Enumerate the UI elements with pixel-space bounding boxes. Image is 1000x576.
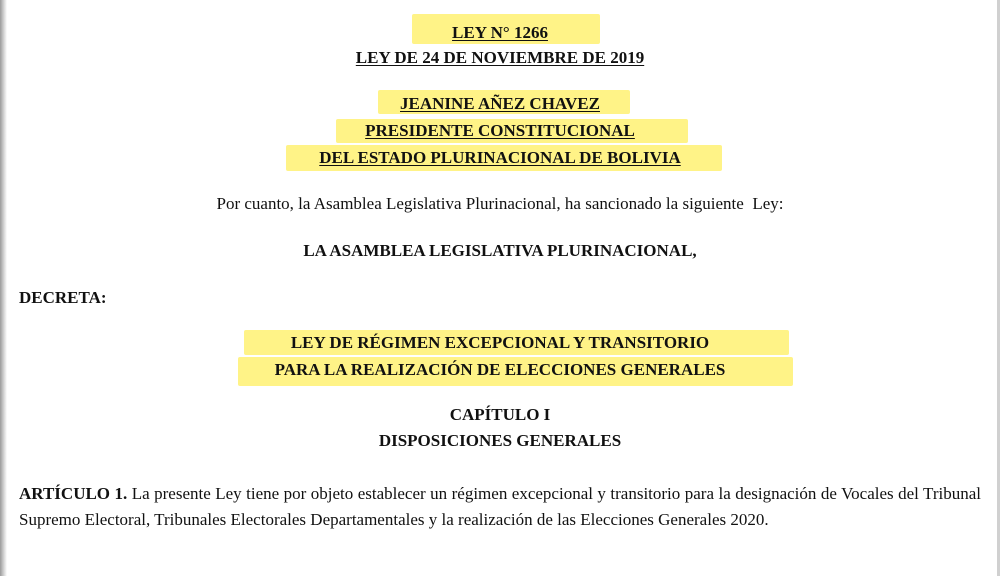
article-1-label: ARTÍCULO 1. [19,484,128,503]
assembly-heading: LA ASAMBLEA LEGISLATIVA PLURINACIONAL, [303,241,697,260]
law-title-line1: LEY DE RÉGIMEN EXCEPCIONAL Y TRANSITORIO [290,333,710,352]
preamble-text: Por cuanto, la Asamblea Legislativa Plurinacional, ha sancionado la siguiente Ley: [216,194,784,213]
president-name: JEANINE AÑEZ CHAVEZ [400,94,600,113]
law-title-line2: PARA LA REALIZACIÓN DE ELECCIONES GENERALES [274,360,726,379]
state-name: DEL ESTADO PLURINACIONAL DE BOLIVIA [319,148,681,167]
law-number: LEY N° 1266 [452,23,548,42]
chapter-number: CAPÍTULO I [449,405,551,424]
page-edge-left [0,0,7,576]
president-title: PRESIDENTE CONSTITUCIONAL [365,121,635,140]
law-date: LEY DE 24 DE NOVIEMBRE DE 2019 [355,48,645,67]
chapter-title: DISPOSICIONES GENERALES [378,431,622,450]
article-1-paragraph [19,481,981,533]
article-1-text: La presente Ley tiene por objeto establecer un régimen excepcional y transitorio para la designación de Vocales del Tribunal Supremo Electoral, Tribunales Electorales Departamentales y la realización de las Elecciones Generales 2020. [19,484,981,529]
decree-label: DECRETA: [19,288,107,307]
